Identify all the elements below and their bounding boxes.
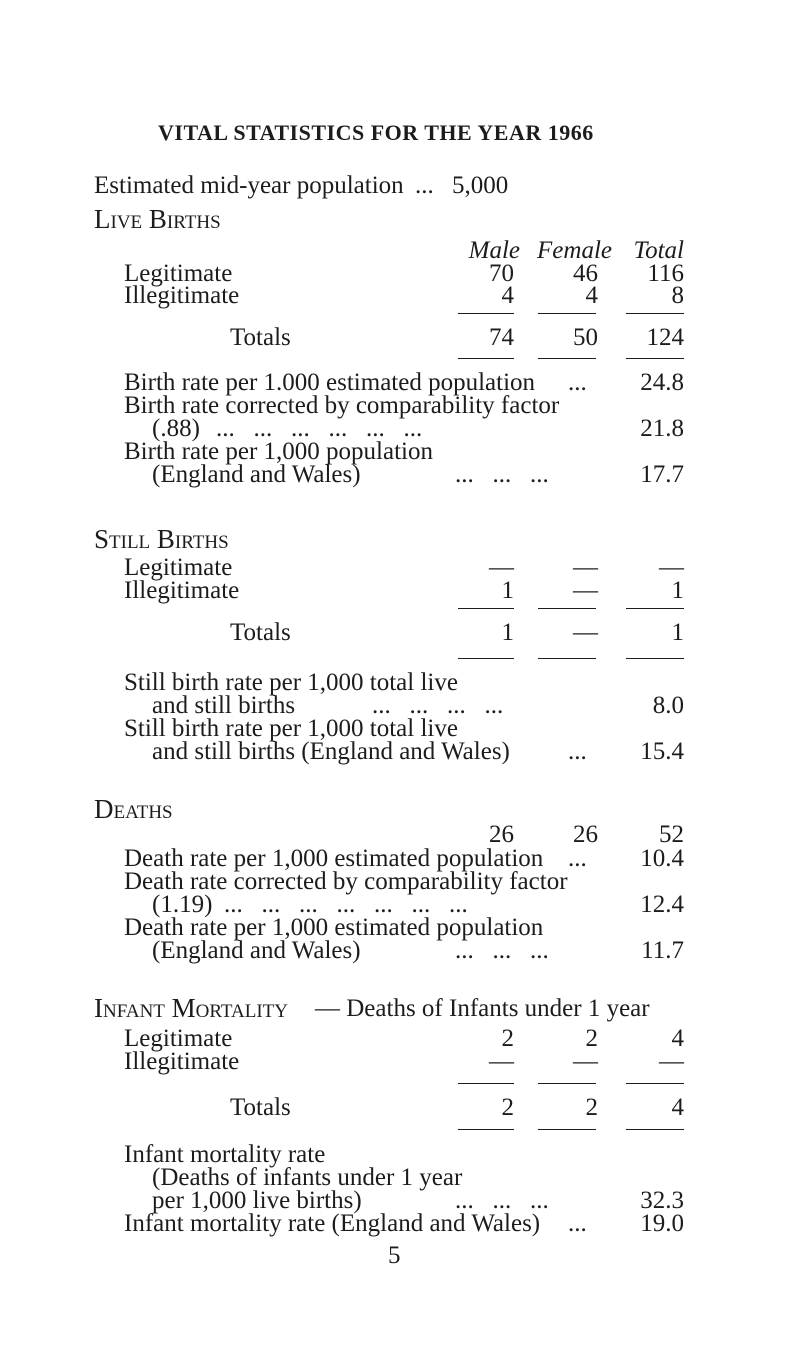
still-legitimate-label: Legitimate (124, 554, 233, 581)
death-rate-corrected-factor: (1.19) (152, 891, 213, 918)
deaths-heading: Deaths (94, 794, 173, 824)
rule (538, 358, 596, 359)
infant-legitimate-female: 2 (585, 1025, 598, 1052)
deaths-male: 26 (489, 821, 514, 848)
death-rate-ew-sub: (England and Wales) (152, 937, 361, 964)
deaths-female: 26 (573, 821, 598, 848)
death-rate-dots: ... (568, 845, 587, 872)
rule (626, 358, 684, 359)
infant-rate-ew-dots: ... (568, 1210, 587, 1237)
death-rate-value: 10.4 (640, 845, 684, 872)
still-illegitimate-total: 1 (671, 577, 684, 604)
infant-legitimate-male: 2 (501, 1025, 514, 1052)
birth-rate-corrected-value: 21.8 (640, 415, 684, 442)
infant-rate-dots: ... ... ... (455, 1187, 549, 1214)
col-header-female: Female (537, 237, 612, 264)
birth-rate-ew-dots: ... ... ... (455, 461, 549, 488)
page-number: 5 (388, 1242, 401, 1269)
live-totals-female: 50 (573, 324, 598, 351)
rule (538, 608, 596, 609)
rule (538, 1129, 596, 1130)
population-label: Estimated mid-year population (94, 172, 404, 199)
live-illegitimate-female: 4 (585, 282, 598, 309)
death-rate-corrected-label: Death rate corrected by comparability factor (124, 868, 568, 895)
infant-illegitimate-male: — (489, 1048, 514, 1075)
live-legitimate-female: 46 (573, 260, 598, 287)
infant-rate-ew-label: Infant mortality rate (England and Wales) (124, 1210, 541, 1237)
death-rate-ew-label: Death rate per 1,000 estimated population (124, 914, 544, 941)
rule (626, 658, 684, 659)
death-rate-corrected-value: 12.4 (640, 891, 684, 918)
rule (458, 608, 514, 609)
birth-rate-value: 24.8 (640, 369, 684, 396)
infant-totals-label: Totals (230, 1094, 291, 1121)
live-illegitimate-total: 8 (671, 282, 684, 309)
infant-rate-sub2: per 1,000 live births) (152, 1187, 362, 1214)
infant-rate-label: Infant mortality rate (124, 1141, 326, 1168)
still-legitimate-total: — (659, 554, 684, 581)
col-header-total: Total (633, 237, 684, 264)
still-rate-ew-dots: ... (568, 738, 587, 765)
rule (538, 1083, 596, 1084)
birth-rate-ew-label: Birth rate per 1,000 population (124, 438, 433, 465)
page-title: VITAL STATISTICS FOR THE YEAR 1966 (158, 120, 594, 145)
birth-rate-ew-value: 17.7 (640, 461, 684, 488)
infant-legitimate-label: Legitimate (124, 1025, 233, 1052)
still-rate-sub: and still births (152, 692, 296, 719)
live-totals-total: 124 (646, 324, 684, 351)
death-rate-corrected-dots: ... ... ... ... ... ... ... (224, 891, 468, 918)
still-legitimate-female: — (573, 554, 598, 581)
birth-rate-corrected-dots: ... ... ... ... ... ... (216, 415, 423, 442)
still-rate-label: Still birth rate per 1,000 total live (124, 669, 458, 696)
still-illegitimate-label: Illegitimate (124, 577, 240, 604)
rule (538, 658, 596, 659)
still-totals-male: 1 (501, 619, 514, 646)
infant-legitimate-total: 4 (671, 1025, 684, 1052)
rule (538, 313, 596, 314)
rule (458, 1129, 514, 1130)
live-births-heading: Live Births (94, 204, 221, 234)
rule (626, 313, 684, 314)
birth-rate-label: Birth rate per 1.000 estimated population (124, 369, 536, 396)
infant-totals-male: 2 (501, 1094, 514, 1121)
infant-mortality-heading: Infant Mortality (94, 993, 288, 1023)
rule (626, 1129, 684, 1130)
rule (458, 658, 514, 659)
still-totals-female: — (573, 619, 598, 646)
live-legitimate-male: 70 (489, 260, 514, 287)
death-rate-ew-dots: ... ... ... (455, 937, 549, 964)
population-dots: ... (415, 172, 434, 199)
live-totals-male: 74 (489, 324, 514, 351)
still-rate-ew-value: 15.4 (640, 738, 684, 765)
still-rate-ew-label: Still birth rate per 1,000 total live (124, 715, 458, 742)
birth-rate-corrected-label: Birth rate corrected by comparability factor (124, 392, 560, 419)
col-header-male: Male (468, 237, 520, 264)
deaths-total: 52 (659, 821, 684, 848)
infant-totals-female: 2 (585, 1094, 598, 1121)
infant-rate-ew-value: 19.0 (640, 1210, 684, 1237)
live-illegitimate-male: 4 (501, 282, 514, 309)
rule (458, 1083, 514, 1084)
still-rate-dots: ... ... ... ... (372, 692, 504, 719)
infant-rate-sub1: (Deaths of infants under 1 year (152, 1164, 463, 1191)
population-value: 5,000 (452, 172, 509, 199)
rule (626, 1083, 684, 1084)
still-illegitimate-female: — (573, 577, 598, 604)
live-legitimate-total: 116 (647, 260, 684, 287)
still-totals-total: 1 (671, 619, 684, 646)
still-births-heading: Still Births (94, 524, 229, 554)
rule (458, 358, 514, 359)
birth-rate-corrected-factor: (.88) (152, 415, 200, 442)
still-rate-value: 8.0 (652, 692, 684, 719)
death-rate-ew-value: 11.7 (641, 937, 684, 964)
live-totals-label: Totals (230, 324, 291, 351)
still-totals-label: Totals (230, 619, 291, 646)
live-illegitimate-label: Illegitimate (124, 282, 240, 309)
live-legitimate-label: Legitimate (124, 260, 233, 287)
still-legitimate-male: — (489, 554, 514, 581)
infant-rate-value: 32.3 (640, 1187, 684, 1214)
death-rate-label: Death rate per 1,000 estimated population (124, 845, 544, 872)
infant-totals-total: 4 (671, 1094, 684, 1121)
still-rate-ew-sub: and still births (England and Wales) (152, 738, 510, 765)
infant-mortality-subheading: — Deaths of Infants under 1 year (315, 995, 650, 1022)
birth-rate-dots: ... (568, 369, 587, 396)
rule (626, 608, 684, 609)
infant-illegitimate-female: — (573, 1048, 598, 1075)
infant-illegitimate-total: — (659, 1048, 684, 1075)
infant-illegitimate-label: Illegitimate (124, 1048, 240, 1075)
birth-rate-ew-sub: (England and Wales) (152, 461, 361, 488)
rule (458, 313, 514, 314)
still-illegitimate-male: 1 (501, 577, 514, 604)
